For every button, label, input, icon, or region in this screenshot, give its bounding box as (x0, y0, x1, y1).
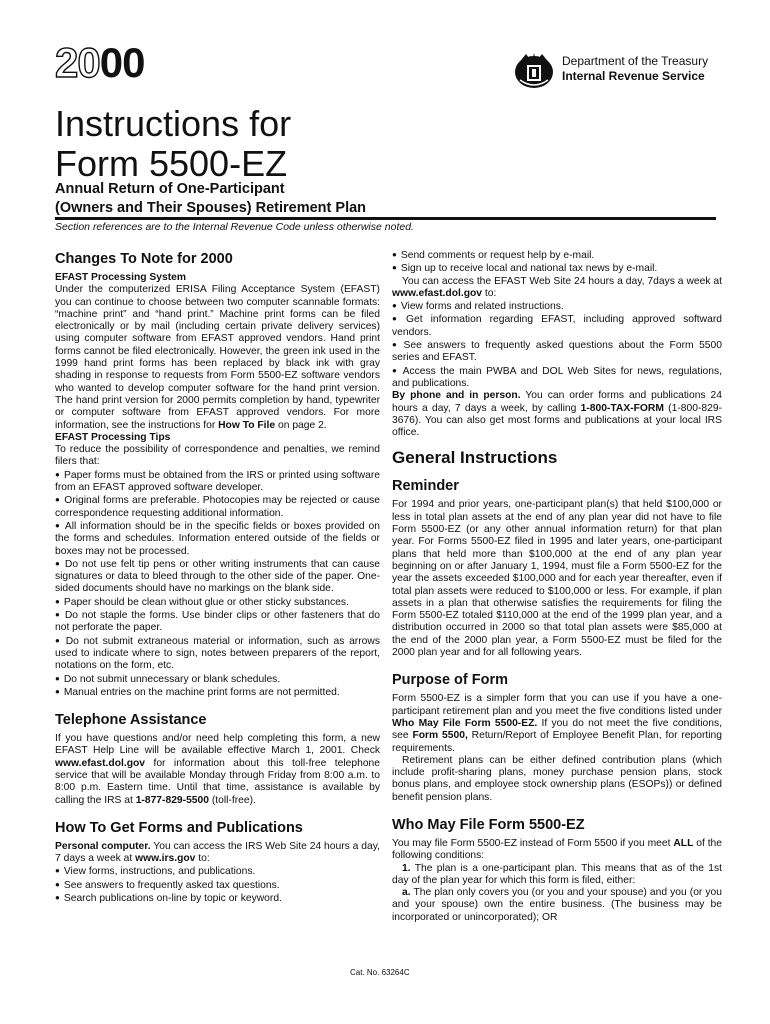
purpose-heading: Purpose of Form (392, 672, 509, 689)
reminder-heading: Reminder (392, 478, 459, 495)
catalog-number: Cat. No. 63264C (350, 968, 410, 977)
tip-item: ● Do not use felt tip pens or other writing instruments that can cause signatures or data to bleed through to the other side of the paper. One-sided documents should have no markings on the blank side. (55, 558, 380, 596)
get-forms-heading: How To Get Forms and Publications (55, 819, 303, 836)
retirement-plans-text: Retirement plans can be either defined contribution plans (which include profit-sharing plans, money purchase pension plans, stock bonus plans, and employee stock ownership plans (ESOPs)) or defined benefit pension plans. (392, 754, 722, 803)
tip-item: ● Original forms are preferable. Photocopies may be rejected or cause correspondence requesting additional information. (55, 494, 380, 520)
left-column (55, 250, 380, 905)
personal-computer-text: Personal computer. You can access the IRS Web Site 24 hours a day, 7 days a week at www.irs.gov to: (55, 840, 380, 865)
year-outline-digits: 20 (55, 39, 100, 86)
year-solid-digits: 00 (99, 39, 145, 86)
efast-system-text: Under the computerized ERISA Filing Acceptance System (EFAST) you can continue to choose between two computer scannable formats: “machine print” and “hand print.” Machine print forms can be filed electronically or by mail (including certain private delivery services) using computer software from EFAST approved vendors. Hand print forms cannot be filed electronically. However, the green ink used in the 1999 hand print forms has been replaced by black ink with gray shading in response to requests from Form 5500-EZ software vendors who wanted to develop computer software for the hand print version. The hand print version for 2000 permits completion by hand, typewriter or computer software from EFAST approved vendors. For more information, see the instructions for How To File on page 2. (55, 284, 380, 431)
efast-bullet-item: ● View forms and related instructions. (392, 300, 722, 313)
tip-item: ● Do not staple the forms. Use binder clips or other fasteners that do not perforate the paper. (55, 609, 380, 635)
web-bullet-item: ● Send comments or request help by e-mail. (392, 249, 722, 262)
pc-bullet-item: ● See answers to frequently asked tax questions. (55, 879, 380, 892)
department-block (562, 54, 708, 84)
tip-item: ● Manual entries on the machine print forms are not permitted. (55, 686, 380, 699)
section-reference-note: Section references are to the Internal Revenue Code unless otherwise noted. (55, 221, 414, 233)
page-title (55, 104, 291, 184)
subtitle-line-1: Annual Return of One-Participant (55, 181, 285, 197)
efast-tips-heading: EFAST Processing Tips (55, 431, 171, 443)
tip-item: ● Paper should be clean without glue or other sticky substances. (55, 596, 380, 609)
phone-in-person-text: By phone and in person. You can order forms and publications 24 hours a day, 7 days a week, by calling 1-800-TAX-FORM (1-800-829-3676). You can also get most forms and publications at your local IRS office. (392, 390, 722, 439)
condition-a-text: a. The plan only covers you (or you and your spouse) and you (or you and your spouse) own the entire business. (The business may be incorporated or unincorporated); OR (392, 887, 722, 923)
tip-item: ● Paper forms must be obtained from the IRS or printed using software from an EFAST approved software developer. (55, 469, 380, 495)
general-instructions-heading: General Instructions (392, 448, 558, 468)
header-divider (55, 217, 716, 220)
telephone-text: If you have questions and/or need help completing this form, a new EFAST Help Line will be available effective March 1, 2001. Check www.efast.dol.gov for information about this toll-free telephone service that will be available Monday through Friday from 8:00 a.m. to 8:00 p.m. Eastern time. Until that time, assistance is available by calling the IRS at 1-877-829-5500 (toll-free). (55, 733, 380, 806)
efast-bullet-item: ● See answers to frequently asked questions about the Form 5500 series and EFAST. (392, 339, 722, 365)
subtitle-line-2: (Owners and Their Spouses) Retirement Plan (55, 200, 367, 216)
who-may-file-text: You may file Form 5500-EZ instead of Form 5500 if you meet ALL of the following conditions: (392, 837, 723, 862)
pc-bullet-item: ● View forms, instructions, and publications. (55, 865, 380, 878)
telephone-heading: Telephone Assistance (55, 712, 207, 729)
reminder-text: For 1994 and prior years, one-participant plan(s) that held $100,000 or less in total plan assets at the end of any plan year did not have to file Form 5500-EZ (or any other annual information return) for that plan year. For Forms 5500-EZ filed in 1995 and later years, one-participant plans that held more than $100,000 at the end of any plan year beginning on or after January 1, 1994, must file a Form 5500-EZ for the year the assets exceeded $100,000 and for each year thereafter, even if total plan assets were reduced to $100,000 or less. For example, if plan assets in a plan that otherwise satisfies the requirements for filing the Form 5500-EZ totaled $110,000 at the end of the 1999 plan year, and a distribution occurred in 2000 so that total plan assets were $85,000 at the end of the 2000 plan year, a Form 5500-EZ must be filed for the 2000 plan year and for all following years. (392, 499, 722, 659)
tip-item: ● All information should be in the specific fields or boxes provided on the forms and schedules. Information entered outside of the fields or boxes may not be processed. (55, 520, 380, 558)
condition-1-text: 1. The plan is a one-participant plan. This means that as of the 1st day of the plan year for which this form is filed, either: (392, 862, 722, 886)
page-subtitle (55, 180, 366, 218)
title-line-1: Instructions for (55, 103, 292, 144)
efast-web-text: You can access the EFAST Web Site 24 hours a day, 7days a week at www.efast.dol.gov to: (392, 275, 722, 299)
purpose-text: Form 5500-EZ is a simpler form that you can use if you have a one-participant retirement plan and you meet the five conditions listed under Who May File Form 5500-EZ. If you do not meet the five conditions, see Form 5500, Return/Report of Employee Benefit Plan, for reporting requirements. (392, 693, 723, 754)
efast-system-heading: EFAST Processing System (55, 272, 187, 283)
changes-heading: Changes To Note for 2000 (55, 251, 233, 267)
form-year (55, 39, 145, 86)
pc-bullet-item: ● Search publications on-line by topic or keyword. (55, 892, 380, 905)
who-may-file-heading: Who May File Form 5500-EZ (392, 816, 585, 833)
efast-tips-intro: To reduce the possibility of correspondence and penalties, we remind filers that: (55, 444, 380, 468)
title-line-2: Form 5500-EZ (55, 143, 288, 184)
tip-item: ● Do not submit extraneous material or information, such as arrows used to indicate where to sign, notes between preparers of the report, notations on the form, etc. (55, 635, 380, 673)
tip-item: ● Do not submit unnecessary or blank schedules. (55, 673, 380, 686)
efast-bullet-item: ● Access the main PWBA and DOL Web Sites for news, regulations, and publications. (392, 365, 722, 391)
department-name: Department of the Treasury (562, 54, 709, 68)
irs-eagle-logo-icon (512, 50, 556, 90)
web-bullet-item: ● Sign up to receive local and national tax news by e-mail. (392, 262, 722, 275)
agency-name: Internal Revenue Service (562, 69, 705, 83)
right-column (392, 249, 722, 924)
efast-bullet-item: ● Get information regarding EFAST, including approved softward vendors. (392, 313, 722, 339)
